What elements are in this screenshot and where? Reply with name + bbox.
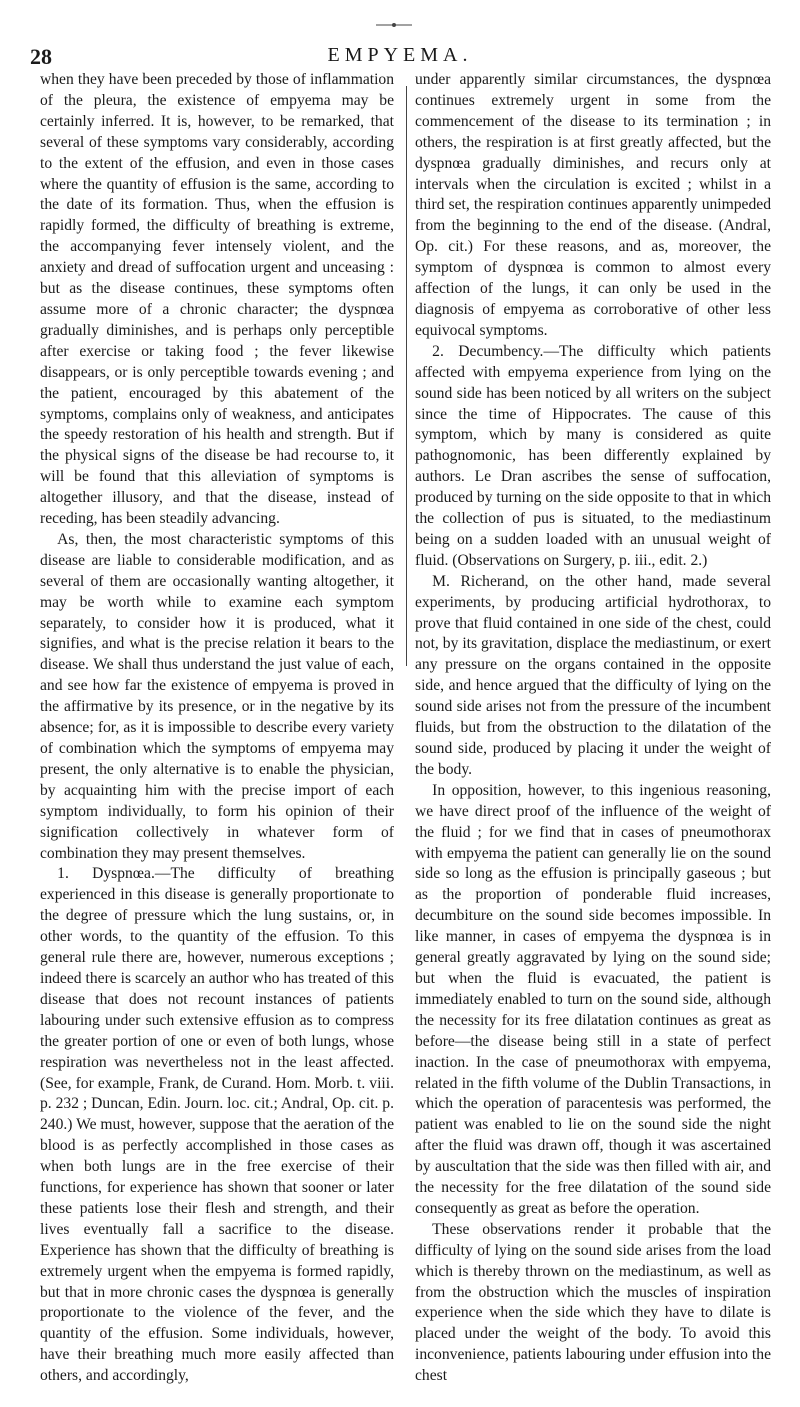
paragraph: These observations render it probable that the difficulty of lying on the sound side arises from the load which is thereby thrown on the mediastinum, as well as from the obstruction which the muscles of inspiration experience when the side which they have to dilate is placed under the weight of the body. To avoid this inconvenience, patients labouring under effusion into the chest bbox=[415, 1220, 771, 1385]
ornament-icon bbox=[376, 20, 412, 30]
page-header bbox=[30, 10, 770, 69]
paragraph: when they have been preceded by those of inflammation of the pleura, the existence of empyema may be certainly inferred. It is, however, to be remarked, that several of these symptoms vary considerably, according to the extent of the effusion, and even in those cases where the quantity of effusion is the same, according to the date of its formation. Thus, when the effusion is rapidly formed, the difficulty of breathing is extreme, the accompanying fever intensely violent, and the anxiety and dread of suffocation urgent and unceasing : but as the disease continues, these symptoms often assume more of a chronic character; the dyspnœa gradually diminishes, and is perhaps only perceptible after exercise or taking food ; the fever likewise disappears, or is only perceptible towards evening ; and the patient, encouraged by this abatement of the symptoms, complains only of weakness, and anticipates the speedy restoration of his health and strength. But if the physical signs of the disease be had recourse to, it will be found that this alleviation of symptoms is altogether illusory, and that the disease, instead of receding, has been steadily advancing. bbox=[40, 71, 394, 528]
paragraph: In opposition, however, to this ingenious reasoning, we have direct proof of the influence of the weight of the fluid ; for we find that in cases of pneumothorax with empyema the patient can generally lie on the sound side so long as the effusion is principally gaseous ; but as the proportion of ponderable fluid increases, decumbiture on the sound side becomes impossible. In like manner, in cases of empyema the dyspnœa is in general greatly aggravated by lying on the sound side; but when the fluid is evacuated, the patient is immediately enabled to turn on the sound side, although the necessity for its free dilatation continues as great as before—the disease being still in a state of perfect inaction. In the case of pneumothorax with empyema, related in the fifth volume of the Dublin Transactions, in which the operation of paracentesis was performed, the patient was enabled to lie on the sound side the night after the fluid was drawn off, though it was ascertained by auscultation that the side was then filled with air, and the necessity for the free dilatation of the sound side consequently as great as before the operation. bbox=[415, 781, 771, 1217]
paragraph: under apparently similar circumstances, the dyspnœa continues extremely urgent in some from the commencement of the disease to its termination ; in others, the respiration is at first greatly affected, but the dyspnœa gradually diminishes, and recurs only at intervals when the circulation is excited ; whilst in a third set, the respiration continues apparently unimpeded from the beginning to the end of the disease. (Andral, Op. cit.) For these reasons, and as, moreover, the symptom of dyspnœa is common to almost every affection of the lungs, it can only be used in the diagnosis of empyema as corroborative of other less equivocal symptoms. bbox=[415, 71, 771, 339]
paragraph-dyspnoea: 1. Dyspnœa.—The difficulty of breathing experienced in this disease is generally proportionate to the degree of pressure which the lung sustains, or, in other words, to the quantity of the effusion. To this general rule there are, however, numerous exceptions ; indeed there is scarcely an author who has treated of this disease that does not recount instances of patients labouring under such extensive effusion as to compress the greater portion of one or even of both lungs, whose respiration was nevertheless not in the least affected. (See, for example, Frank, de Curand. Hom. Morb. t. viii. p. 232 ; Duncan, Edin. Journ. loc. cit.; Andral, Op. cit. p. 240.) We must, however, suppose that the aeration of the blood is as perfectly accomplished in those cases as when both lungs are in the free exercise of their functions, for experience has shown that sooner or later these patients lose their flesh and strength, and their lives eventually fall a sacrifice to the disease. Experience has shown that the difficulty of breathing is extremely urgent when the empyema is formed rapidly, but that in more chronic cases the dyspnœa is generally proportionate to the violence of the fever, and the quantity of the effusion. Some individuals, however, have their breathing much more easily affected than others, and accordingly, bbox=[40, 865, 394, 1385]
paragraph: As, then, the most characteristic symptoms of this disease are liable to considerable modification, and as several of them are occasionally wanting altogether, it may be worth while to examine each symptom separately, to consider how it is produced, what it signifies, and what is the precise relation it bears to the disease. We shall thus understand the just value of each, and see how far the existence of empyema is proved in the affirmative by its presence, or in the negative by its absence; for, as it is impossible to describe every variety of combination which the symptoms of empyema may present, the only alternative is to enable the physician, by acquainting him with the precise import of each symptom individually, to form his opinion of their signification collectively in whatever form of combination they may present themselves. bbox=[40, 530, 394, 862]
right-column bbox=[415, 70, 771, 1387]
column-divider bbox=[406, 86, 407, 666]
running-title: EMPYEMA. bbox=[327, 44, 473, 66]
left-column bbox=[40, 70, 394, 1387]
paragraph-decumbency: 2. Decumbency.—The difficulty which patients affected with empyema experience from lying on the sound side has been noticed by all writers on the subject since the time of Hippocrates. The cause of this symptom, which by many is considered as quite pathognomonic, has been differently explained by authors. Le Dran ascribes the sense of suffocation, produced by turning on the side opposite to that in which the collection of pus is situated, to the mediastinum being on a sudden loaded with an unusual weight of fluid. (Observations on Surgery, p. iii., edit. 2.) bbox=[415, 342, 771, 569]
paragraph: M. Richerand, on the other hand, made several experiments, by producing artificial hydrothorax, to prove that fluid contained in one side of the chest, could not, by its gravitation, displace the mediastinum, or exert any pressure on the organs contained in the opposite side, and hence argued that the difficulty of lying on the sound side arises not from the pressure of the incumbent fluids, but from the obstruction to the dilatation of the sound side, produced by placing it under the weight of the body. bbox=[415, 572, 771, 778]
page-number: 28 bbox=[30, 44, 52, 69]
